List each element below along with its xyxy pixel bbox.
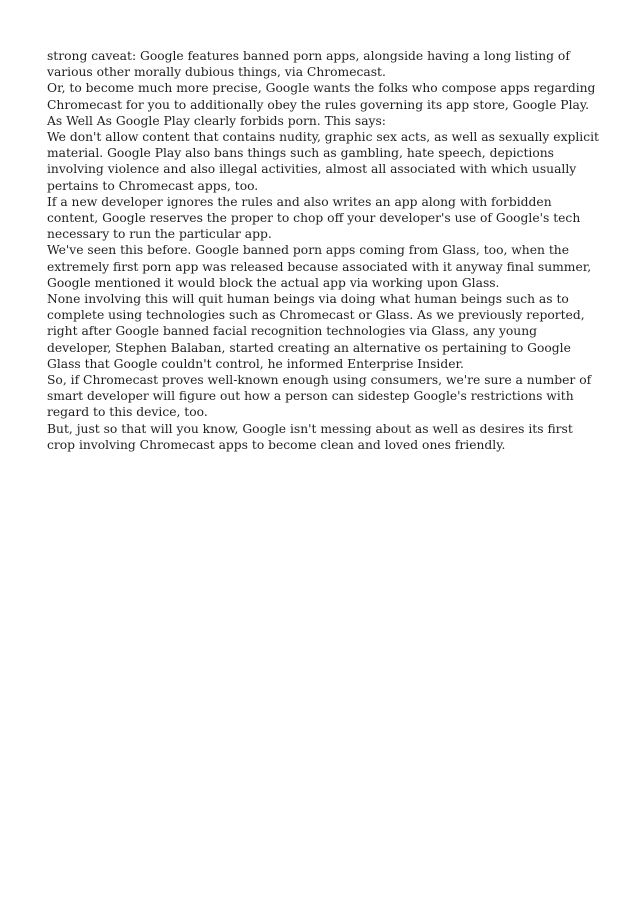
paragraph-workarounds: None involving this will quit human beings via doing what human beings such as to complete using technologies such as Chromecast or Glass. As we previously reported, right after Google banned facial recognition technologies via Glass, any young developer, Stephen Balaban, started creating an alternative os pertaining to Google Glass that Google couldn't control, he informed Enterprise Insider. (47, 292, 585, 371)
article-body (47, 48, 599, 453)
paragraph-developer-cutoff: If a new developer ignores the rules and also writes an app along with forbidden content, Google reserves the proper to chop off your developer's use of Google's tech necessary to run the particular app. (47, 194, 581, 242)
paragraph-caveat: strong caveat: Google features banned porn apps, alongside having a long listing of various other morally dubious things, via Chromecast. (47, 49, 570, 80)
paragraph-glass-ban: We've seen this before. Google banned porn apps coming from Glass, too, when the extremely first porn app was released because associated with it anyway final summer, Google mentioned it would block the actual app via working upon Glass. (47, 243, 592, 290)
paragraph-google-play-rules: Or, to become much more precise, Google wants the folks who compose apps regarding Chromecast for you to additionally obey the rules governing its app store, Google Play. As Well As Google Play clearly forbids porn. This says: (47, 81, 596, 128)
paragraph-conclusion: But, just so that will you know, Google isn't messing about as well as desires its first crop involving Chromecast apps to become clean and loved ones friendly. (47, 421, 573, 452)
paragraph-policy-quote: We don't allow content that contains nudity, graphic sex acts, as well as sexually explicit material. Google Play also bans things such as gambling, hate speech, depictions involving violence and also illegal activities, almost all associated with which usually pertains to Chromecast apps, too. (47, 130, 600, 193)
paragraph-sidestep: So, if Chromecast proves well-known enough using consumers, we're sure a number of smart developer will figure out how a person can sidestep Google's restrictions with regard to this device, too. (47, 373, 592, 420)
